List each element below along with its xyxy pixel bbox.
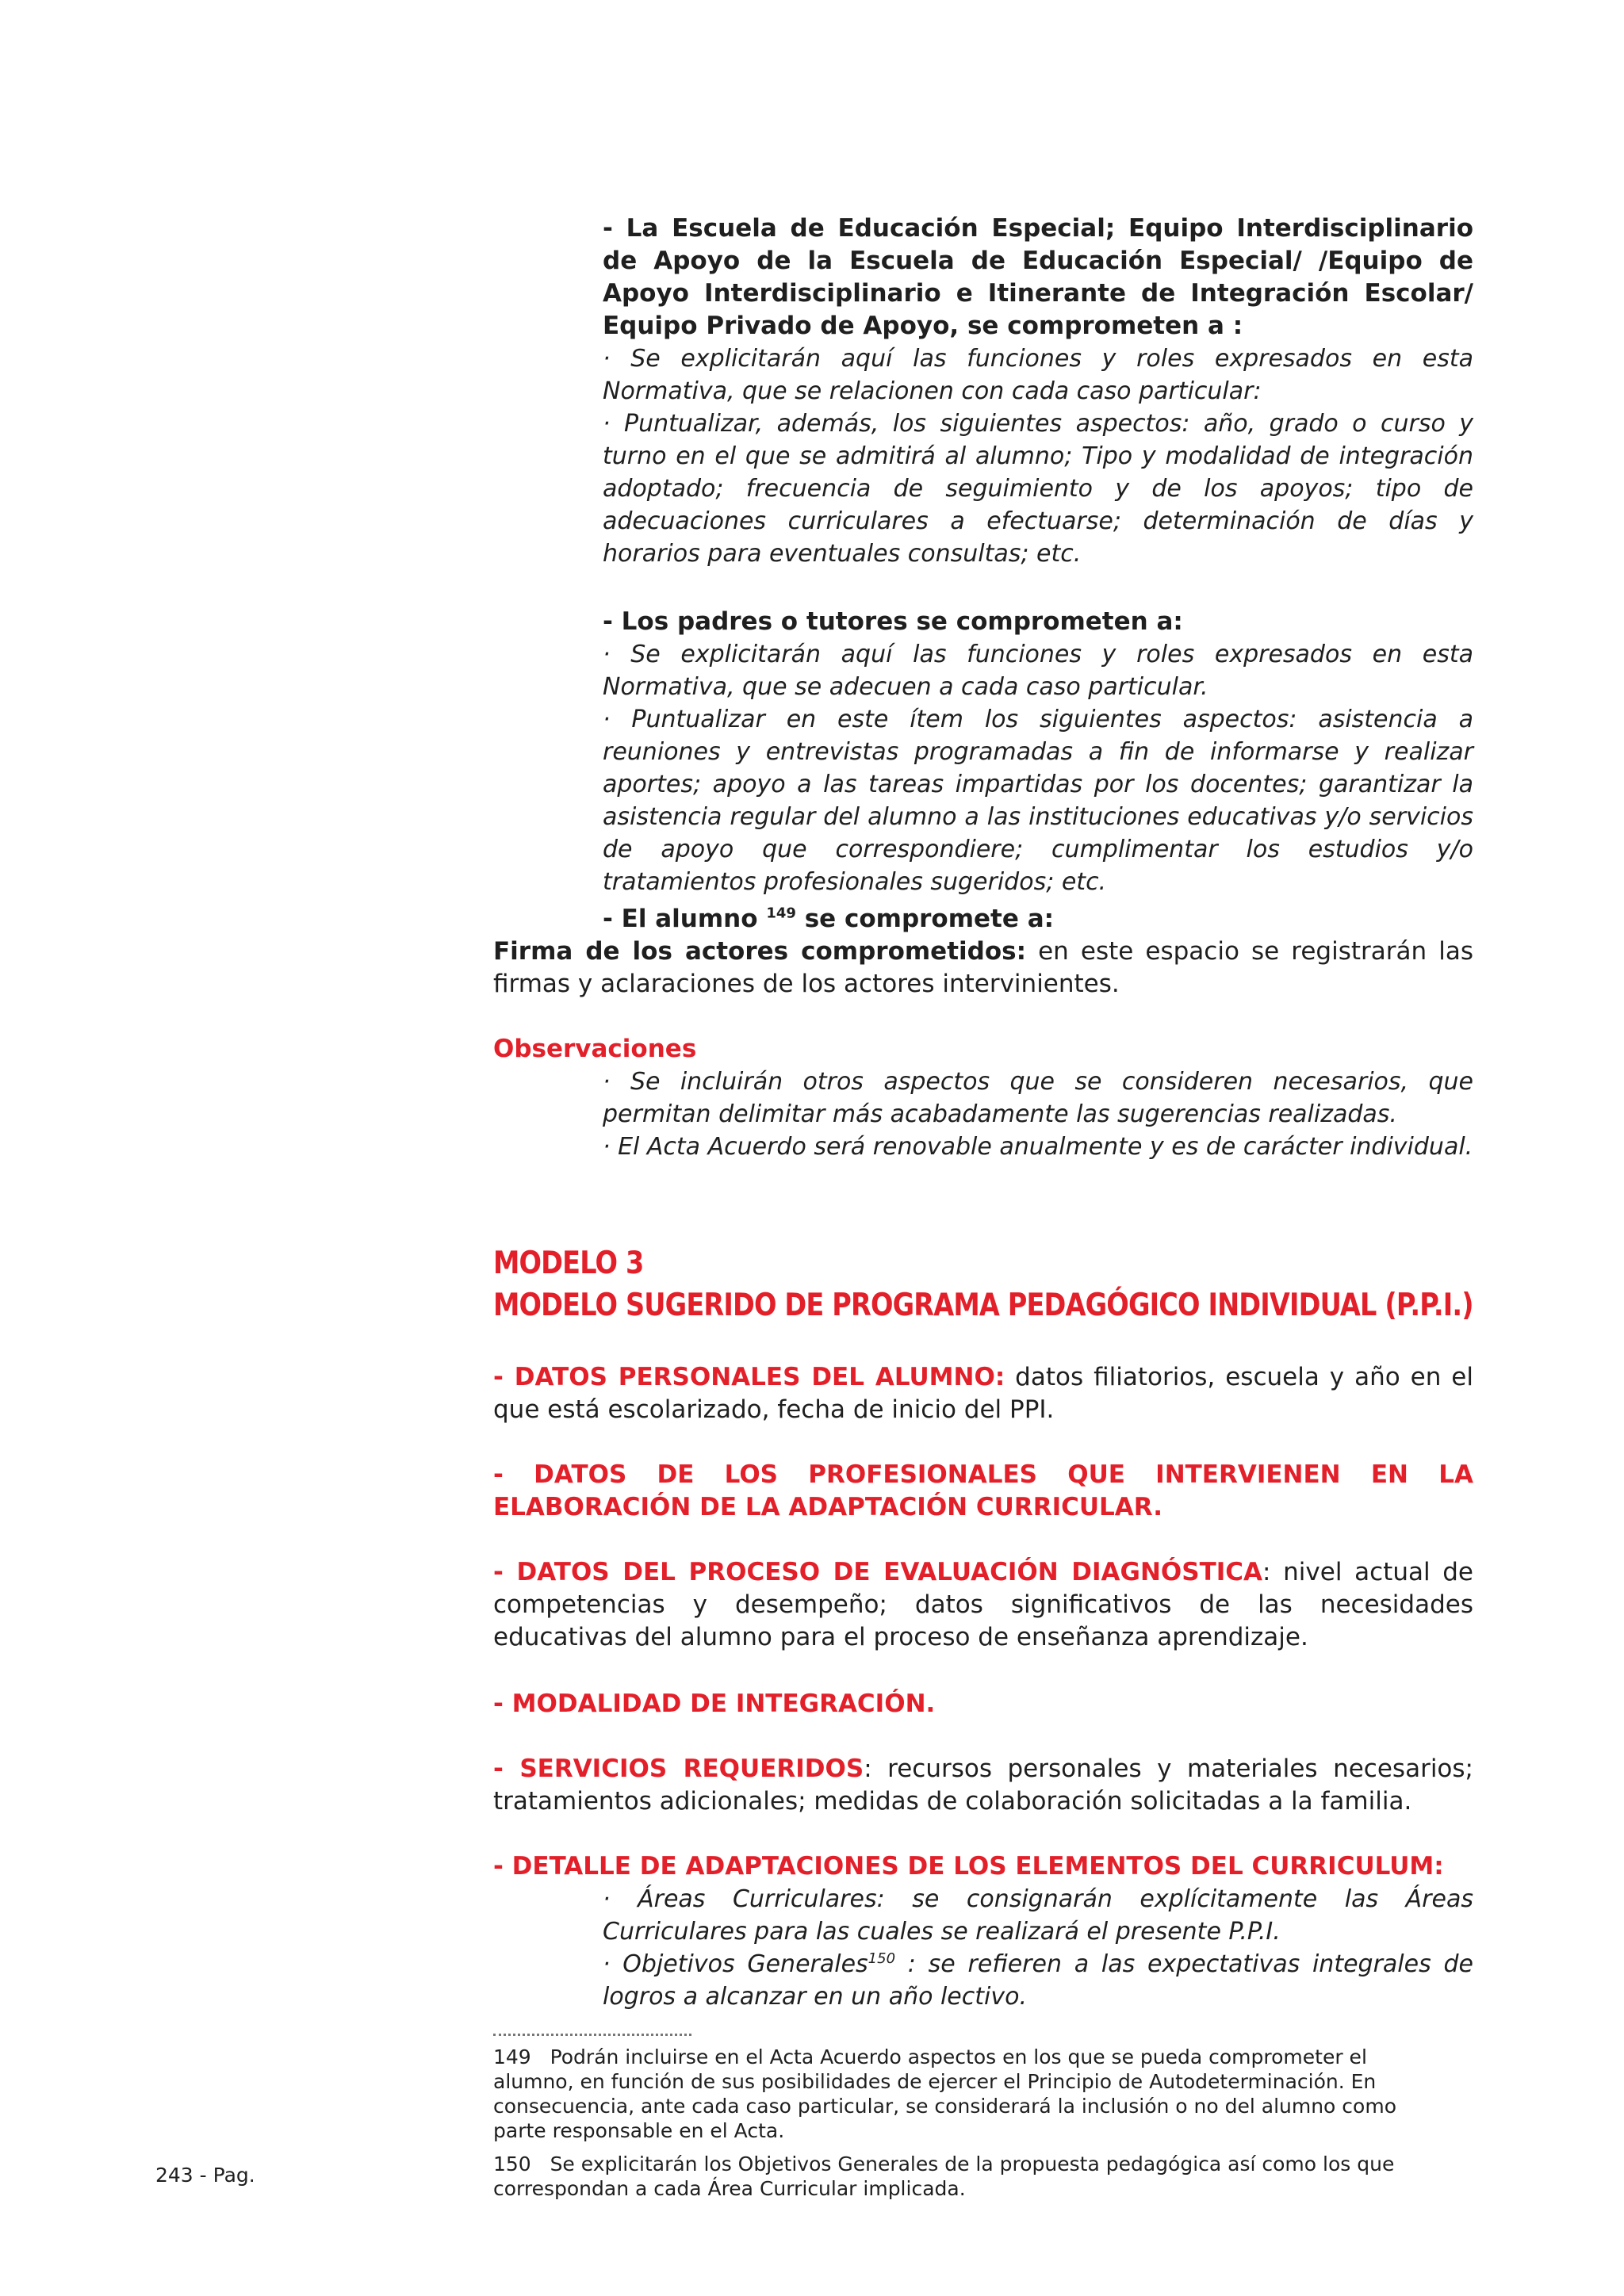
- section-detalle: [493, 1850, 1473, 1883]
- modelo-title-line-2: MODELO SUGERIDO DE PROGRAMA PEDAGÓGICO INDIVIDUAL (P.P.I.): [493, 1288, 1473, 1323]
- footnote-ref-150: 150: [868, 1950, 896, 1967]
- observaciones-item-1: · Se incluirán otros aspectos que se consideren necesarios, que permitan delimitar más acabadamente las sugerencias realizadas.: [603, 1068, 1473, 1128]
- evaluacion-label: - DATOS DEL PROCESO DE EVALUACIÓN DIAGNÓSTICA: [493, 1558, 1263, 1586]
- padres-heading: - Los padres o tutores se comprometen a:: [603, 607, 1183, 636]
- escuela-item-1: · Se explicitarán aquí las funciones y roles expresados en esta Normativa, que se relacionen con cada caso particular:: [603, 345, 1473, 405]
- escuela-heading: - La Escuela de Educación Especial; Equipo Interdisciplinario de Apoyo de la Escuela de Educación Especial/ /Equipo de Apoyo Interdisciplinario e Itinerante de Integración Escolar/ Equipo Privado de Apoyo, se comprometen a :: [603, 214, 1473, 340]
- datos-personales-paragraph: [493, 1361, 1473, 1426]
- firma-paragraph: [493, 936, 1473, 1001]
- alumno-heading-suffix: se compromete a:: [795, 905, 1055, 933]
- escuela-commitment-block: [603, 212, 1473, 570]
- padres-item-1: · Se explicitarán aquí las funciones y roles expresados en esta Normativa, que se adecuen a cada caso particular.: [603, 641, 1473, 701]
- footnote-149: [493, 2045, 1445, 2143]
- escuela-item-2: · Puntualizar, además, los siguientes aspectos: año, grado o curso y turno en el que se admitirá al alumno; Tipo y modalidad de integración adoptado; frecuencia de seguimiento y de los apoyos; tipo de adecuaciones curriculares a efectuarse; determinación de días y horarios para eventuales consultas; etc.: [603, 410, 1473, 568]
- detalle-item-2-prefix: · Objetivos Generales: [603, 1950, 868, 1978]
- footnote-150-paragraph: [493, 2152, 1445, 2201]
- padres-item-2: · Puntualizar en este ítem los siguientes aspectos: asistencia a reuniones y entrevistas programadas a fin de informarse y realizar aportes; apoyo a las tareas impartidas por los docentes; garantizar la asistencia regular del alumno a las instituciones educativas y/o servicios de apoyo que correspondiere; cumplimentar los estudios y/o tratamientos profesionales sugeridos; etc.: [603, 706, 1473, 896]
- datos-personales-text: datos filiatorios, escuela y año en el que está escolarizado, fecha de inicio del PPI.: [493, 1363, 1473, 1424]
- detalle-label: - DETALLE DE ADAPTACIONES DE LOS ELEMENTOS DEL CURRICULUM:: [493, 1852, 1444, 1881]
- firma-block: [493, 936, 1473, 1001]
- servicios-text: : recursos personales y materiales necesarios; tratamientos adicionales; medidas de colaboración solicitadas a la familia.: [493, 1755, 1473, 1816]
- detalle-item-1: · Áreas Curriculares: se consignarán explícitamente las Áreas Curriculares para las cuales se realizará el presente P.P.I.: [603, 1885, 1473, 1946]
- section-servicios: [493, 1753, 1473, 1818]
- footnote-149-number: 149: [493, 2045, 531, 2068]
- datos-profesionales-label: - DATOS DE LOS PROFESIONALES QUE INTERVIENEN EN LA ELABORACIÓN DE LA ADAPTACIÓN CURRICULAR.: [493, 1460, 1473, 1521]
- footnote-ref-149: 149: [766, 905, 796, 922]
- alumno-commitment-block: [603, 903, 1473, 936]
- footnote-149-paragraph: [493, 2045, 1445, 2143]
- padres-commitment-block: [603, 606, 1473, 898]
- section-datos-profesionales: [493, 1459, 1473, 1524]
- servicios-paragraph: [493, 1753, 1473, 1818]
- alumno-heading: [603, 903, 1473, 936]
- section-modalidad: [493, 1688, 1473, 1720]
- footnote-150: [493, 2152, 1445, 2201]
- page-number: 243 - Pag.: [155, 2164, 255, 2187]
- modelo-title-line-1: MODELO 3: [493, 1246, 644, 1281]
- footnote-150-text: Se explicitarán los Objetivos Generales de la propuesta pedagógica así como los que correspondan a cada Área Curricular implicada.: [493, 2152, 1395, 2200]
- modalidad-label: - MODALIDAD DE INTEGRACIÓN.: [493, 1689, 936, 1718]
- section-datos-personales: [493, 1361, 1473, 1426]
- firma-label: Firma de los actores comprometidos:: [493, 937, 1026, 966]
- footnote-separator: [493, 2034, 691, 2036]
- evaluacion-text: : nivel actual de competencias y desempeño; datos significativos de las necesidades educativas del alumno para el proceso de enseñanza aprendizaje.: [493, 1558, 1473, 1651]
- detalle-items: [603, 1883, 1473, 2013]
- firma-text: en este espacio se registrarán las firmas y aclaraciones de los actores intervinientes.: [493, 937, 1473, 998]
- section-evaluacion: [493, 1556, 1473, 1654]
- observaciones-item-2: · El Acta Acuerdo será renovable anualmente y es de carácter individual.: [603, 1133, 1473, 1161]
- detalle-item-2-suffix: : se refieren a las expectativas integrales de logros a alcanzar en un año lectivo.: [603, 1950, 1473, 2011]
- footnote-150-number: 150: [493, 2152, 531, 2175]
- datos-personales-label: - DATOS PERSONALES DEL ALUMNO:: [493, 1363, 1005, 1391]
- observaciones-title: Observaciones: [493, 1035, 697, 1063]
- servicios-label: - SERVICIOS REQUERIDOS: [493, 1755, 864, 1783]
- detalle-item-2: [603, 1948, 1473, 2013]
- observaciones-items: [603, 1066, 1473, 1163]
- alumno-heading-prefix: - El alumno: [603, 905, 767, 933]
- modelo-heading-block: [493, 1242, 1473, 1326]
- evaluacion-paragraph: [493, 1556, 1473, 1654]
- observaciones-title-block: [493, 1033, 1473, 1066]
- footnote-149-text: Podrán incluirse en el Acta Acuerdo aspectos en los que se pueda comprometer el alumno, en función de sus posibilidades de ejercer el Principio de Autodeterminación. En consecuencia, ante cada caso particular, se considerará la inclusión o no del alumno como parte responsable en el Acta.: [493, 2045, 1396, 2142]
